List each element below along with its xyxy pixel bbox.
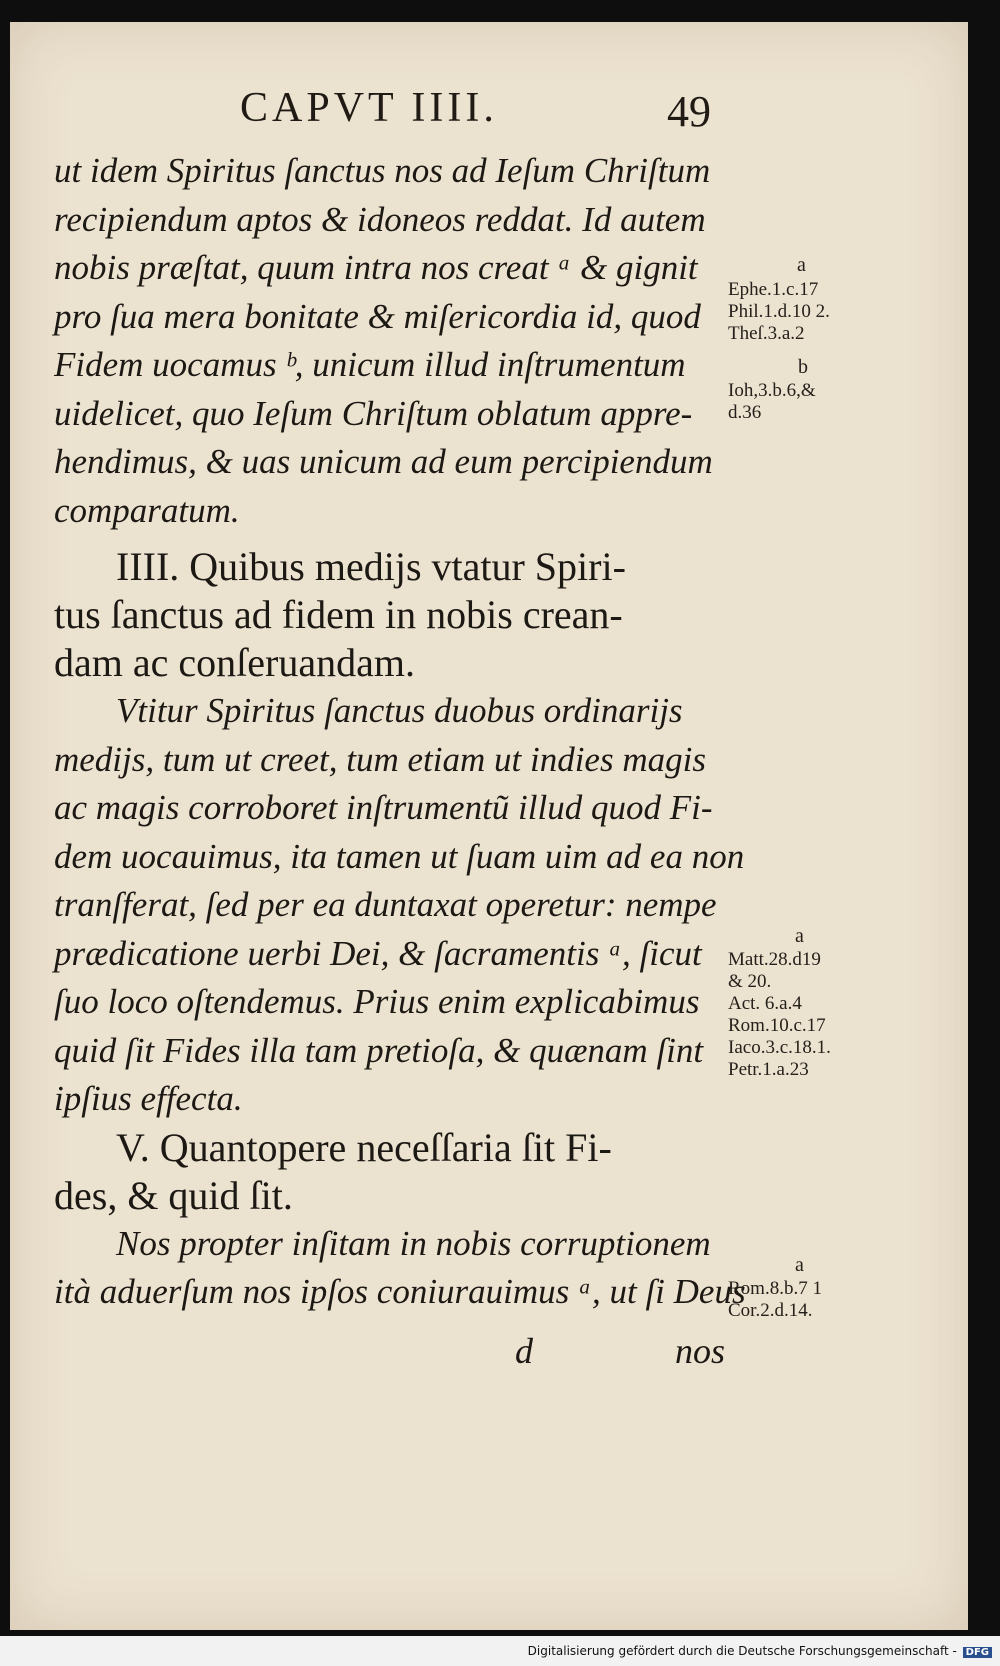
text-line: tranſferat, ſed per ea duntaxat operetur: nempe [54,885,717,924]
text-line: Nos propter inſitam in nobis corruptionem [116,1223,711,1263]
text-line: nobis præſtat, quum intra nos creat ᵃ & gignit [54,248,698,287]
margin-note-line: Matt.28.d19 [728,949,821,970]
page-header [10,84,968,144]
margin-note-line: Phil.1.d.10 2. [728,301,830,322]
catchword: nos [675,1331,726,1371]
text-line: prædicatione uerbi Dei, & ſacramentis ᵃ, ſicut [54,933,702,973]
text-line: ut idem Spiritus ſanctus nos ad Ieſum Chriſtum [54,151,711,190]
paragraph-4 [54,687,745,1124]
heading-line: tus ſanctus ad fidem in nobis crean- [54,592,623,637]
margin-note-line: Ephe.1.c.17 [728,279,819,300]
digitization-footer [0,1636,1000,1666]
running-head: CAPVT IIII. [240,85,498,131]
text-line: pro ſua mera bonitate & miſericordia id, quod [54,296,701,336]
text-line: hendimus, & uas unicum ad eum percipiendum [54,442,713,481]
text-line: Vtitur Spiritus ſanctus duobus ordinarijs [116,691,683,730]
margin-note-line: d.36 [728,402,762,423]
text-line: quid ſit Fides illa tam pretioſa, & quænam ſint [54,1030,704,1070]
margin-note-a3 [728,1278,822,1322]
margin-note-line: Theſ.3.a.2 [728,323,805,344]
text-line: recipiendum aptos & idoneos reddat. Id autem [54,199,706,239]
footer-credit-text: Digitalisierung gefördert durch die Deutsche Forschungsgemeinschaft - [527,1644,957,1658]
text-line: ſuo loco oſtendemus. Prius enim explicabimus [54,982,700,1021]
margin-note-a2 [728,949,831,1081]
heading-line: IIII. Quibus medijs vtatur Spiri- [116,544,626,589]
signature-mark: d [515,1331,533,1371]
margin-note-letter: a [797,254,806,276]
book-page [10,22,968,1630]
section-heading-5 [54,1124,724,1220]
margin-note-line: & 20. [728,971,772,992]
margin-note-line: Petr.1.a.23 [728,1059,809,1080]
margin-note-line: Cor.2.d.14. [728,1300,813,1321]
text-line: medijs, tum ut creet, tum etiam ut indies magis [54,739,706,779]
margin-note-line: Rom.8.b.7 1 [728,1278,822,1299]
heading-line: V. Quantopere neceſſaria ſit Fi- [116,1124,612,1170]
margin-note-a1 [728,279,830,345]
text-line: uidelicet, quo Ieſum Chriſtum oblatum appre- [54,393,693,433]
text-line: dem uocauimus, ita tamen ut ſuam uim ad ea non [54,836,745,876]
paragraph-5 [54,1220,746,1317]
margin-note-line: Ioh,3.b.6,& [728,380,816,401]
margin-note-letter: a [795,925,804,947]
page-number: 49 [667,87,711,136]
margin-note-letter: a [795,1254,804,1276]
text-line: comparatum. [54,490,240,530]
dfg-logo: DFG [963,1647,992,1658]
section-heading-4 [54,543,724,687]
text-line: ac magis corroboret inſtrumentũ illud quod Fi- [54,788,713,827]
margin-note-line: Rom.10.c.17 [728,1015,826,1036]
text-line: Fidem uocamus ᵇ, unicum illud inſtrumentum [54,345,686,384]
margin-note-line: Act. 6.a.4 [728,993,802,1014]
paragraph-intro [54,147,724,535]
margin-note-line: Iaco.3.c.18.1. [728,1037,831,1058]
heading-line: dam ac conſeruandam. [54,640,415,685]
text-line: ipſius effecta. [54,1079,243,1118]
margin-note-letter: b [798,356,808,378]
footer-credit [528,1644,992,1658]
heading-line: des, & quid ſit. [54,1172,293,1218]
text-line: ità aduerſum nos ipſos coniurauimus ᵃ, ut ſi Deus [54,1272,746,1311]
margin-note-b1 [728,380,816,424]
